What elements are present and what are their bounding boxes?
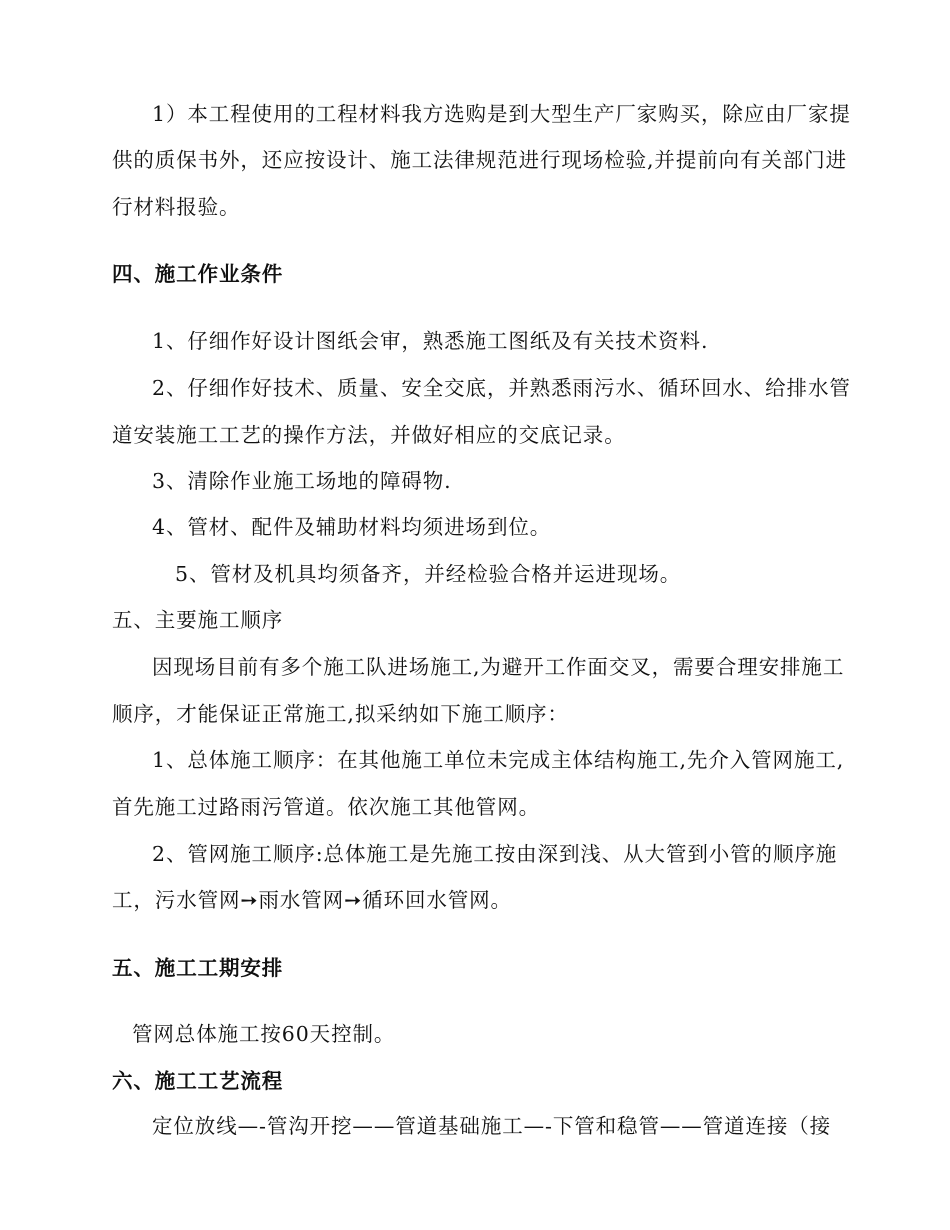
paragraph-line: 3、清除作业施工场地的障碍物. — [152, 469, 452, 493]
paragraph-line: 顺序，才能保证正常施工,拟采纳如下施工顺序： — [112, 702, 569, 726]
section-heading-plain: 五、主要施工顺序 — [112, 608, 284, 632]
paragraph-line: 行材料报验。 — [112, 195, 241, 219]
paragraph-line: 管网总体施工按60天控制。 — [132, 1022, 396, 1046]
paragraph-line: 4、管材、配件及辅助材料均须进场到位。 — [152, 515, 552, 539]
paragraph-line: 工，污水管网➙雨水管网➙循环回水管网。 — [112, 888, 512, 912]
paragraph-line: 首先施工过路雨污管道。依次施工其他管网。 — [112, 795, 540, 819]
section-heading: 四、施工作业条件 — [112, 262, 284, 286]
paragraph-line: 1、仔细作好设计图纸会审，熟悉施工图纸及有关技术资料. — [152, 329, 709, 353]
paragraph-line: 因现场目前有多个施工队进场施工,为避开工作面交叉，需要合理安排施工 — [152, 655, 845, 679]
paragraph-line: 5、管材及机具均须备齐，并经检验合格并运进现场。 — [175, 562, 682, 586]
paragraph-line: 1）本工程使用的工程材料我方选购是到大型生产厂家购买，除应由厂家提 — [152, 102, 851, 126]
paragraph-line: 定位放线—-管沟开挖——管道基础施工—-下管和稳管——管道连接（接 — [152, 1114, 832, 1138]
paragraph-line: 2、仔细作好技术、质量、安全交底，并熟悉雨污水、循环回水、给排水管 — [152, 376, 851, 400]
section-heading: 五、施工工期安排 — [112, 956, 284, 980]
paragraph-line: 1、总体施工顺序：在其他施工单位未完成主体结构施工,先介入管网施工, — [152, 748, 845, 772]
paragraph-line: 道安装施工工艺的操作方法，并做好相应的交底记录。 — [112, 423, 626, 447]
section-heading: 六、施工工艺流程 — [112, 1069, 284, 1093]
paragraph-line: 供的质保书外，还应按设计、施工法律规范进行现场检验,并提前向有关部门进 — [112, 148, 848, 172]
paragraph-line: 2、管网施工顺序:总体施工是先施工按由深到浅、从大管到小管的顺序施 — [152, 842, 838, 866]
